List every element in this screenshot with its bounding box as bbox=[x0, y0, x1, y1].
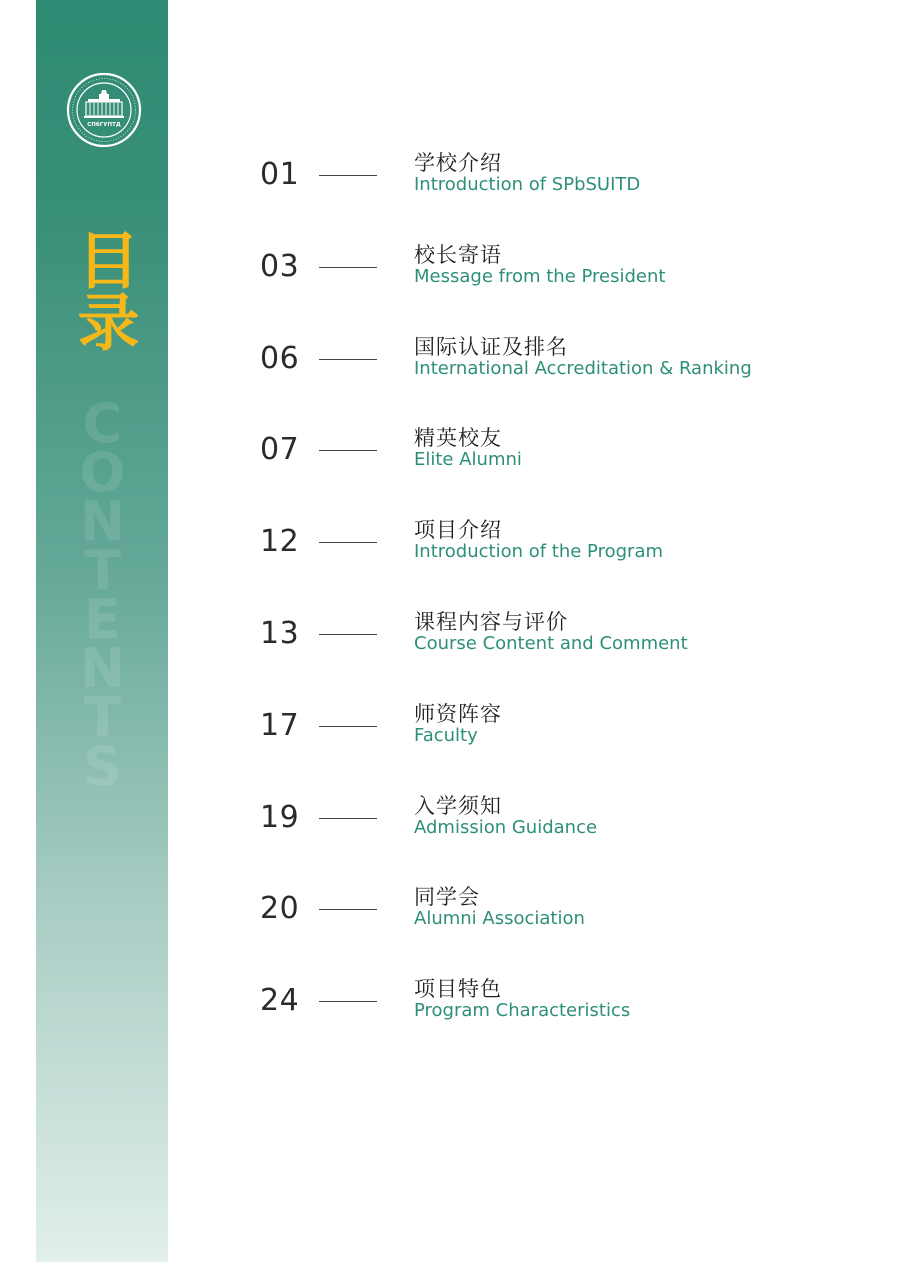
toc-entry[interactable] bbox=[0, 704, 900, 764]
toc-entry[interactable] bbox=[0, 887, 900, 947]
toc-title-en: Introduction of the Program bbox=[414, 541, 664, 562]
toc-page-number: 07 bbox=[260, 432, 300, 467]
contents-title-cn: 目录 bbox=[67, 228, 140, 352]
toc-title-cn: 师资阵容 bbox=[414, 702, 502, 726]
toc-page-number: 06 bbox=[260, 341, 300, 376]
toc-leader-line bbox=[319, 1001, 377, 1002]
toc-title-en: Alumni Association bbox=[414, 908, 585, 929]
toc-entry[interactable] bbox=[0, 796, 900, 856]
toc-leader-line bbox=[319, 634, 377, 635]
toc-entry[interactable] bbox=[0, 979, 900, 1039]
toc-page-number: 01 bbox=[260, 157, 300, 192]
toc-entry[interactable] bbox=[0, 612, 900, 672]
toc-page-number: 19 bbox=[260, 800, 300, 835]
toc-title-cn: 校长寄语 bbox=[414, 243, 502, 267]
toc-title-en: Elite Alumni bbox=[414, 449, 522, 470]
svg-text:СПбГУПТД: СПбГУПТД bbox=[87, 122, 121, 128]
toc-title-cn: 项目介绍 bbox=[414, 518, 502, 542]
toc-title-en: Introduction of SPbSUITD bbox=[414, 174, 641, 195]
toc-entry[interactable] bbox=[0, 520, 900, 580]
toc-title-cn: 课程内容与评价 bbox=[414, 610, 568, 634]
toc-title-cn: 入学须知 bbox=[414, 794, 502, 818]
toc-title-en: Program Characteristics bbox=[414, 1000, 631, 1021]
toc-page-number: 13 bbox=[260, 616, 300, 651]
toc-entry[interactable] bbox=[0, 337, 900, 397]
toc-title-en: Faculty bbox=[414, 725, 478, 746]
toc-title-cn: 项目特色 bbox=[414, 977, 502, 1001]
toc-title-cn: 同学会 bbox=[414, 885, 480, 909]
toc-leader-line bbox=[319, 450, 377, 451]
toc-leader-line bbox=[319, 175, 377, 176]
toc-title-en: Message from the President bbox=[414, 266, 666, 287]
toc-leader-line bbox=[319, 359, 377, 360]
toc-page-number: 20 bbox=[260, 891, 300, 926]
toc-title-en: Admission Guidance bbox=[414, 817, 598, 838]
toc-title-cn: 国际认证及排名 bbox=[414, 335, 568, 359]
toc-leader-line bbox=[319, 726, 377, 727]
toc-leader-line bbox=[319, 909, 377, 910]
toc-entry[interactable] bbox=[0, 153, 900, 213]
contents-title-en-watermark: CONTENTS bbox=[71, 392, 134, 784]
toc-page-number: 24 bbox=[260, 983, 300, 1018]
toc-title-cn: 精英校友 bbox=[414, 426, 502, 450]
toc-page-number: 17 bbox=[260, 708, 300, 743]
toc-page-number: 03 bbox=[260, 249, 300, 284]
toc-entry[interactable] bbox=[0, 428, 900, 488]
toc-page-number: 12 bbox=[260, 524, 300, 559]
toc-title-en: Course Content and Comment bbox=[414, 633, 688, 654]
toc-entry[interactable] bbox=[0, 245, 900, 305]
toc-title-cn: 学校介绍 bbox=[414, 151, 502, 175]
toc-leader-line bbox=[319, 818, 377, 819]
toc-title-en: International Accreditation & Ranking bbox=[414, 358, 752, 379]
toc-leader-line bbox=[319, 542, 377, 543]
toc-leader-line bbox=[319, 267, 377, 268]
